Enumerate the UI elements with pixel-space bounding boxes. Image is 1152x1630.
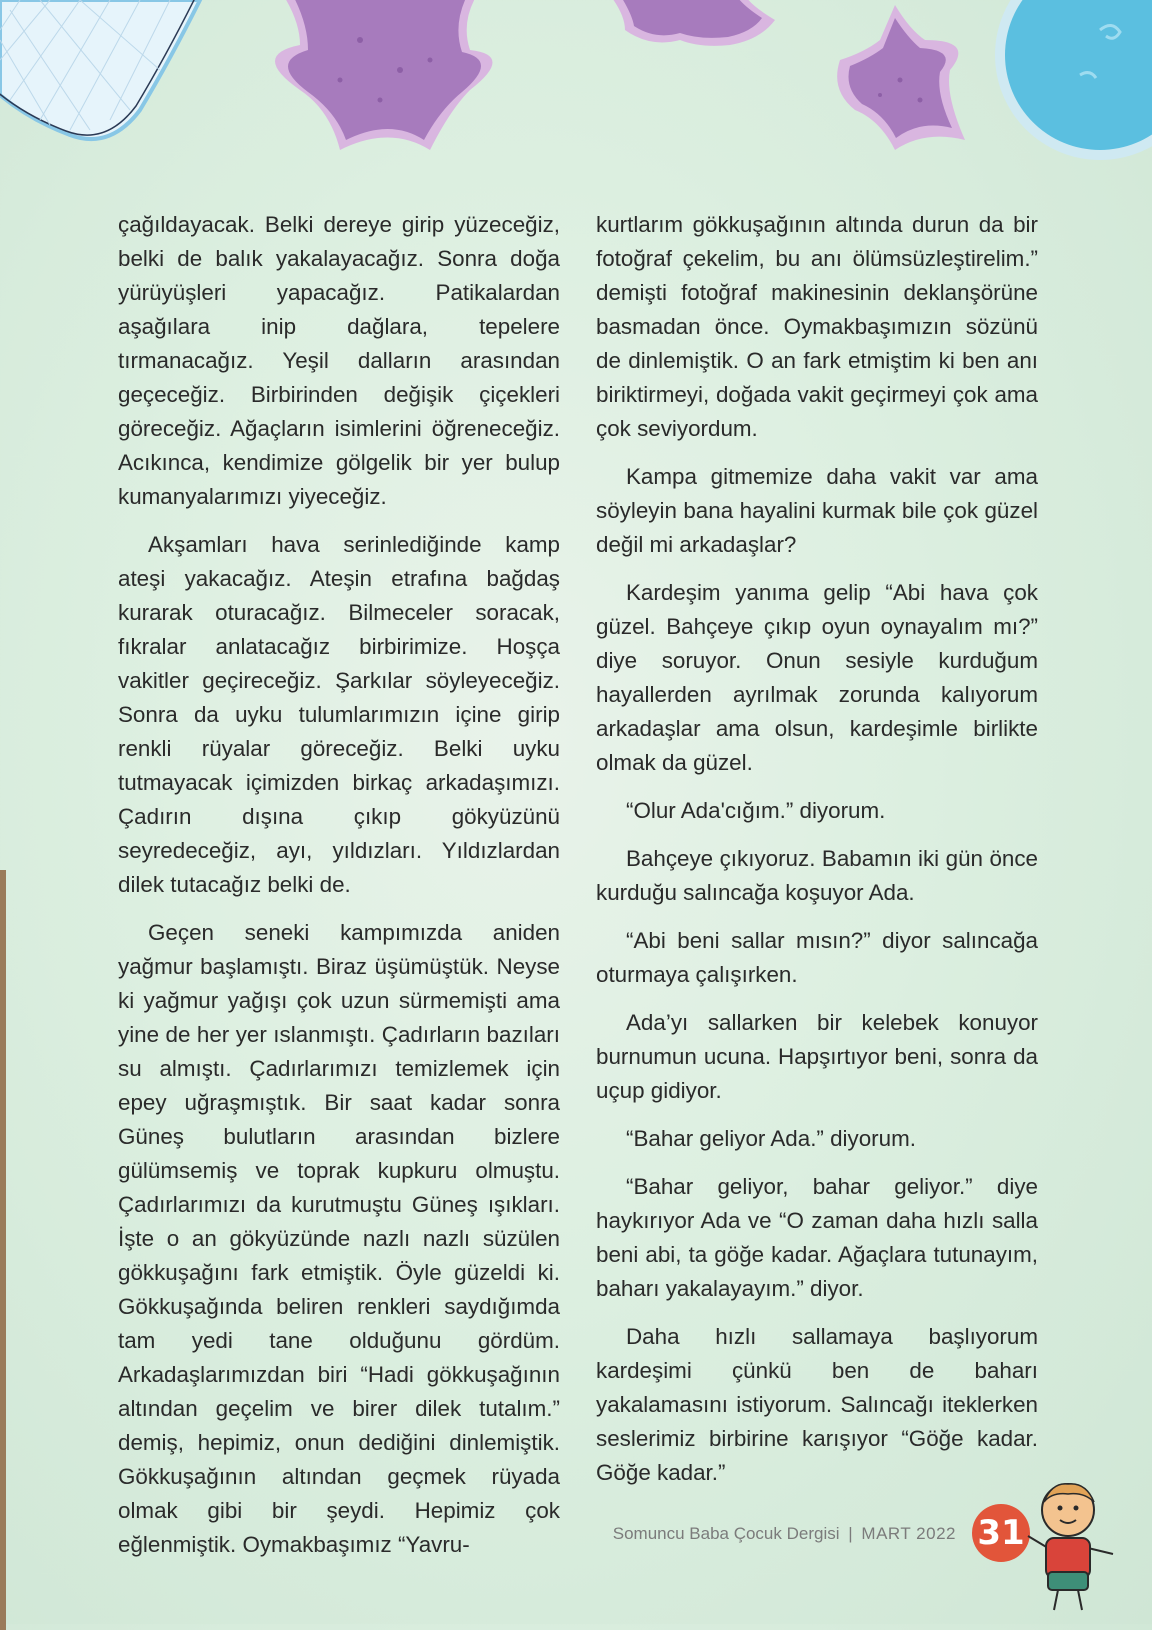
right-text-column bbox=[596, 208, 1038, 1504]
paragraph: “Bahar geliyor, bahar geliyor.” diye haykırıyor Ada ve “O zaman daha hızlı salla beni abi, ta göğe kadar. Ağaçlara tutunayım, baharı yakalayayım.” diyor. bbox=[596, 1174, 1038, 1301]
paragraph: kurtlarım gökkuşağının altında durun da bir fotoğraf çekelim, bu anı ölümsüzleştirelim.” demişti fotoğraf makinesinin deklanşörüne basmadan önce. Oymakbaşımızın sözünü de dinlemiştik. O an fark etmiştim ki ben anı biriktirmeyi, doğada vakit geçirmeyi çok ama çok seviyordum. bbox=[596, 212, 1038, 441]
page-footer bbox=[560, 1524, 956, 1544]
paragraph: “Olur Ada'cığım.” diyorum. bbox=[626, 798, 886, 823]
left-text-column bbox=[118, 208, 560, 1576]
paragraph: Kampa gitmemize daha vakit var ama söyleyin bana hayalini kurmak bile çok güzel değil mi arkadaşlar? bbox=[596, 464, 1038, 557]
water-circle-icon bbox=[995, 0, 1152, 160]
paragraph: Geçen seneki kampımızda aniden yağmur başlamıştı. Biraz üşümüştük. Neyse ki yağmur yağışı çok uzun sürmemişti ama yine de her yer ıslanmıştı. Çadırların bazıları su almıştı. Çadırlarımızı temizlemek için epey uğraşmıştık. Bir saat kadar sonra Güneş bulutların arasından bizlere gülümsemiş ve toprak kupkuru olmuştu. Çadırlarımızı da kurutmuştu Güneş ışıkları. İşte o an gökyüzünde nazlı nazlı süzülen gökkuşağını fark etmiştik. Öyle güzeldi ki. Gökkuşağında beliren renkleri saydığımda tam yedi tane olduğunu gördüm. Arkadaşlarımızdan biri “Hadi gökkuşağının altından geçelim ve birer dilek tutalım.” demiş, hepimiz, onun dediğini dinlemiştik. Gökkuşağının altından geçmek rüyada olmak gibi bir şeydi. Hepimiz çok eğlenmiştik. Oymakbaşımız “Yavru- bbox=[118, 920, 560, 1557]
top-decoration bbox=[0, 0, 1152, 180]
paragraph: “Abi beni sallar mısın?” diyor salıncağa oturmaya çalışırken. bbox=[596, 928, 1038, 987]
starfish-icon bbox=[610, 0, 775, 46]
net-icon bbox=[0, 0, 200, 139]
starfish-icon bbox=[275, 0, 493, 150]
paragraph: Bahçeye çıkıyoruz. Babamın iki gün önce kurduğu salıncağa koşuyor Ada. bbox=[596, 846, 1038, 905]
page-number: 31 bbox=[972, 1504, 1030, 1562]
left-edge-stripe bbox=[0, 870, 6, 1630]
paragraph: Akşamları hava serinlediğinde kamp ateşi yakacağız. Ateşin etrafına bağdaş kurarak oturacağız. Bilmeceler soracak, fıkralar anlatacağız birbirimize. Hoşça vakitler geçireceğiz. Şarkılar söyleyeceğiz. Sonra da uyku tulumlarımızın içine girip renkli rüyalar göreceğiz. Belki uyku tutmayacak içimizden birkaç arkadaşımızı. Çadırın dışına çıkıp gökyüzünü seyredeceğiz, ayı, yıldızları. Yıldızlardan dilek tutacağız belki de. bbox=[118, 532, 560, 897]
issue-date: MART 2022 bbox=[861, 1524, 956, 1543]
paragraph: Daha hızlı sallamaya başlıyorum kardeşimi çünkü ben de baharı yakalamasını istiyorum. Salıncağı iteklerken seslerimiz birbirine karışıyor “Göğe kadar. Göğe kadar.” bbox=[596, 1324, 1038, 1485]
footer-separator: | bbox=[848, 1524, 853, 1543]
paragraph: “Bahar geliyor Ada.” diyorum. bbox=[626, 1126, 916, 1151]
paragraph: Ada’yı sallarken bir kelebek konuyor burnumun ucuna. Hapşırtıyor beni, sonra da uçup gidiyor. bbox=[596, 1010, 1038, 1103]
child-mascot-icon bbox=[1018, 1476, 1128, 1616]
paragraph: çağıldayacak. Belki dereye girip yüzeceğiz, belki de balık yakalayacağız. Sonra doğa yürüyüşleri yapacağız. Patikalardan aşağılara inip dağlara, tepelere tırmanacağız. Yeşil dalların arasından geçeceğiz. Birbirinden değişik çiçekleri göreceğiz. Ağaçların isimlerini öğreneceğiz. Acıkınca, kendimize gölgelik bir yer bulup kumanyalarımızı yiyeceğiz. bbox=[118, 212, 560, 509]
magazine-title: Somuncu Baba Çocuk Dergisi bbox=[612, 1524, 840, 1543]
starfish-icon bbox=[837, 5, 965, 150]
paragraph: Kardeşim yanıma gelip “Abi hava çok güzel. Bahçeye çıkıp oyun oynayalım mı?” diye soruyor. Onun sesiyle kurduğum hayallerden ayrılmak zorunda kalıyorum arkadaşlar ama olsun, kardeşimle birlikte olmak da güzel. bbox=[596, 580, 1038, 775]
